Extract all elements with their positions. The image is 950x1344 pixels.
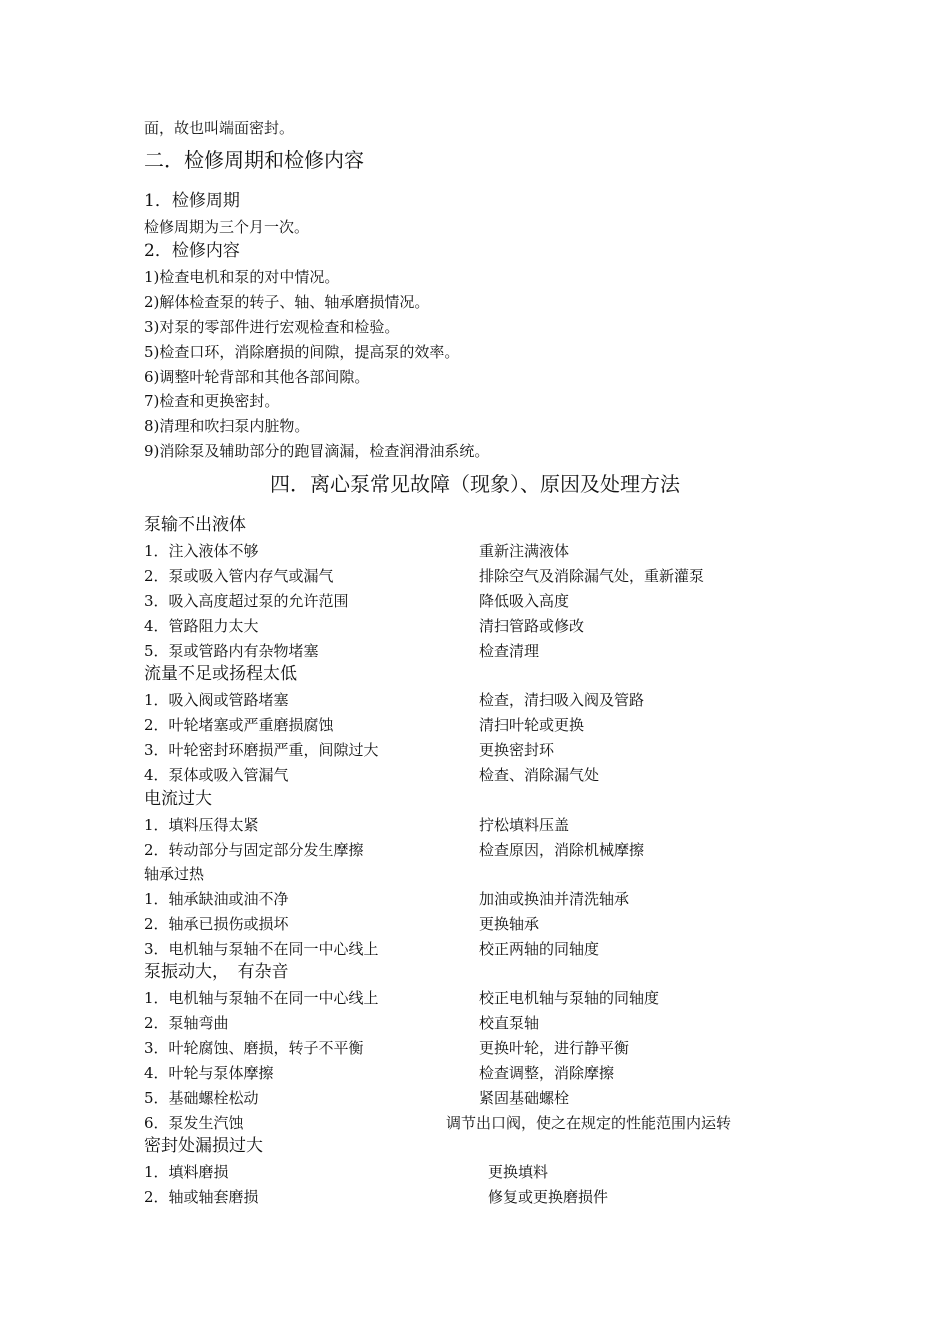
maintenance-item: 3)对泵的零部件进行宏观检查和检验。 [144, 318, 400, 336]
fault-row [144, 739, 844, 761]
fault-cause: 1．轴承缺油或油不净 [144, 890, 289, 908]
fault-remedy: 检查，清扫吸入阀及管路 [479, 691, 645, 709]
fault-group-heading: 电流过大 [144, 789, 212, 809]
maintenance-item: 2)解体检查泵的转子、轴、轴承磨损情况。 [144, 293, 430, 311]
fault-row [144, 640, 844, 662]
fault-remedy: 加油或换油并清洗轴承 [479, 890, 630, 908]
fault-group-heading: 轴承过热 [144, 865, 205, 883]
fault-group-heading: 泵振动大， 有杂音 [144, 962, 289, 982]
fault-remedy: 校正电机轴与泵轴的同轴度 [479, 989, 660, 1007]
fault-row [144, 764, 844, 786]
fault-group-heading: 泵输不出液体 [144, 515, 246, 535]
fault-cause: 1．注入液体不够 [144, 542, 259, 560]
fault-row [144, 540, 844, 562]
fault-remedy: 排除空气及消除漏气处，重新灌泵 [479, 567, 705, 585]
fault-remedy: 更换叶轮，进行静平衡 [479, 1039, 630, 1057]
section-4-title: 四．离心泵常见故障（现象）、原因及处理方法 [270, 472, 680, 496]
fault-remedy: 检查清理 [479, 642, 540, 660]
intro-text: 面，故也叫端面密封。 [144, 119, 295, 137]
fault-row [144, 689, 844, 711]
maintenance-item: 1)检查电机和泵的对中情况。 [144, 268, 340, 286]
fault-row [144, 714, 844, 736]
fault-remedy: 校正两轴的同轴度 [479, 940, 600, 958]
fault-row [144, 814, 844, 836]
maintenance-period-text: 检修周期为三个月一次。 [144, 218, 310, 236]
fault-remedy: 清扫管路或修改 [479, 617, 585, 635]
fault-remedy: 降低吸入高度 [479, 592, 570, 610]
fault-remedy: 更换密封环 [479, 741, 555, 759]
fault-cause: 4．泵体或吸入管漏气 [144, 766, 289, 784]
fault-row [144, 1186, 844, 1208]
maintenance-item: 6)调整叶轮背部和其他各部间隙。 [144, 368, 370, 386]
fault-row [144, 565, 844, 587]
maintenance-item: 9)消除泵及辅助部分的跑冒滴漏，检查润滑油系统。 [144, 442, 490, 460]
fault-cause: 6．泵发生汽蚀 [144, 1114, 244, 1132]
fault-cause: 5．泵或管路内有杂物堵塞 [144, 642, 319, 660]
fault-cause: 1．吸入阀或管路堵塞 [144, 691, 289, 709]
maintenance-item: 7)检查和更换密封。 [144, 392, 280, 410]
fault-cause: 4．叶轮与泵体摩擦 [144, 1064, 274, 1082]
fault-cause: 4．管路阻力太大 [144, 617, 259, 635]
fault-cause: 3．吸入高度超过泵的允许范围 [144, 592, 349, 610]
fault-row [144, 1161, 844, 1183]
fault-row [144, 987, 844, 1009]
fault-row [144, 839, 844, 861]
fault-row [144, 590, 844, 612]
fault-row [144, 1012, 844, 1034]
maintenance-content-heading: 2．检修内容 [144, 241, 240, 261]
fault-cause: 5．基础螺栓松动 [144, 1089, 259, 1107]
fault-remedy: 检查调整，消除摩擦 [479, 1064, 615, 1082]
fault-row [144, 1062, 844, 1084]
fault-cause: 3．电机轴与泵轴不在同一中心线上 [144, 940, 379, 958]
fault-remedy: 重新注满液体 [479, 542, 570, 560]
maintenance-item: 5)检查口环，消除磨损的间隙，提高泵的效率。 [144, 343, 460, 361]
maintenance-item: 8)清理和吹扫泵内脏物。 [144, 417, 310, 435]
maintenance-period-heading: 1．检修周期 [144, 191, 240, 211]
fault-row [144, 1037, 844, 1059]
fault-cause: 2．叶轮堵塞或严重磨损腐蚀 [144, 716, 334, 734]
section-2-title: 二．检修周期和检修内容 [144, 148, 364, 172]
fault-remedy: 检查、消除漏气处 [479, 766, 600, 784]
fault-remedy: 调节出口阀，使之在规定的性能范围内运转 [446, 1114, 732, 1132]
fault-row [144, 913, 844, 935]
fault-remedy: 检查原因，消除机械摩擦 [479, 841, 645, 859]
fault-remedy: 校直泵轴 [479, 1014, 540, 1032]
fault-remedy: 更换填料 [488, 1163, 549, 1181]
fault-remedy: 清扫叶轮或更换 [479, 716, 585, 734]
fault-cause: 2．轴或轴套磨损 [144, 1188, 259, 1206]
fault-remedy: 拧松填料压盖 [479, 816, 570, 834]
fault-cause: 2．轴承已损伤或损坏 [144, 915, 289, 933]
fault-group-heading: 密封处漏损过大 [144, 1136, 263, 1156]
fault-row [144, 1087, 844, 1109]
fault-remedy: 修复或更换磨损件 [488, 1188, 609, 1206]
fault-remedy: 紧固基础螺栓 [479, 1089, 570, 1107]
fault-cause: 1．填料压得太紧 [144, 816, 259, 834]
fault-cause: 2．泵轴弯曲 [144, 1014, 229, 1032]
fault-cause: 3．叶轮密封环磨损严重，间隙过大 [144, 741, 379, 759]
fault-group-heading: 流量不足或扬程太低 [144, 664, 297, 684]
fault-cause: 1．填料磨损 [144, 1163, 229, 1181]
fault-cause: 2．泵或吸入管内存气或漏气 [144, 567, 334, 585]
fault-cause: 3．叶轮腐蚀、磨损，转子不平衡 [144, 1039, 364, 1057]
fault-row [144, 938, 844, 960]
fault-cause: 2．转动部分与固定部分发生摩擦 [144, 841, 364, 859]
fault-row [144, 888, 844, 910]
fault-cause: 1．电机轴与泵轴不在同一中心线上 [144, 989, 379, 1007]
fault-row [144, 615, 844, 637]
fault-row [144, 1112, 844, 1134]
fault-remedy: 更换轴承 [479, 915, 540, 933]
